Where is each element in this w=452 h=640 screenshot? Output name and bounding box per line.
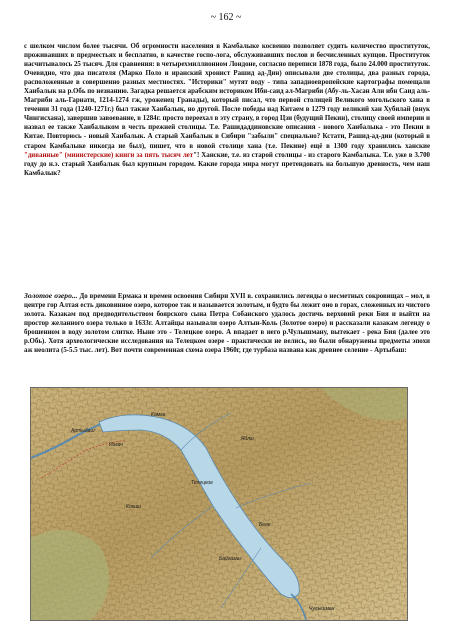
page-number: ~ 162 ~	[210, 12, 242, 23]
section-title: Золотое озеро...	[24, 291, 78, 300]
map-label-bele: Беле	[259, 522, 271, 528]
map-label-artybash: Артыбаш	[71, 428, 95, 434]
paragraph-text-continued: "! Ханские, т.е. из старой столицы - из старого Камбалыка. Т.е. уже в 3.700 году до н.э. старый Ханбалык был крупным городом. Какие города мира могут претендовать на большую древность, чем наш Камбалык?	[24, 151, 430, 177]
teletskoye-lake-map	[30, 387, 408, 621]
map-label-kamga: Камга	[151, 412, 166, 418]
map-label-kokshi: Кокши	[126, 504, 142, 510]
map-label-baygazan: Байгазан	[219, 556, 241, 562]
paragraph-kambalyk	[24, 42, 430, 178]
map-label-teletskoye: Телецкое	[191, 480, 213, 486]
map-label-chulyshman: Чулышман	[309, 606, 335, 612]
paragraph-golden-lake	[24, 291, 430, 355]
map-image	[31, 388, 407, 620]
paragraph-text: с шелком числом более тысячи. Об огромности населения в Камбалыке косвенно позволяет судить количество проституток, проживавших в предместьях и бесплатно, в качестве госпо-лога, обслуживавших послов и бесчисленных купцов. Проституток насчитывалось 25 тысяч. Для сравнения: в четырехмиллионном Лондоне, согласно переписи 1878 года, было 24.000 проституток. Очевидно, что два писателя (Марко Поло и иранский хронист Рашид ад-Дин) описывали две столицы, два разных города, расположенные в совершенно разных местностях. "Историки" мутят воду - типа западноевропейские картографы помещали Ханбалык на р.Обь по незнанию. Загадка решается арабским историком Ибн-саид ал-Магриби (Абу-ль-Хасан Али ибн Саид аль-Магриби аль-Гарнати, 1214-1274 гж, уроженец Гранады), который писал, что первой столицей Великого могольского хана в течении 31 года (1240-1271г.) был также Ханбалык, но другой. После победы над Китаем в 1279 году великий хан Хубилай (внук Чингисхана), завершив завоевание, в 1284г. просто переехал в эту страну, в город Цзи (будущий Пекин), столицу своей империи и назвал ее также Ханбалыком в честь прежней столицы. Т.е. Рашидаддиновские описания - нового Ханбалыка - это Пекин в Китае. Повторюсь - новый Ханбалык. А старый Ханбалык в Сибири "забыли" специально? Кстати, Рашид-ад-дин (который в старом Камбалыке никогда не был), пишет, что в новой столице хана (т.е. Пекине) ещё в 1300 году хранились ханские	[24, 43, 430, 150]
map-label-yaylyu: Яйлю	[241, 436, 254, 442]
map-label-iogach: Иогач	[109, 442, 123, 448]
paragraph-body: До времени Ермака и времен освоения Сибири XVII в. сохранились легенды о несметных сокровищах – мол, в центре гор Алтая есть диковинное озеро, которое так и называется золотым, и будто бы лежит оно в горах, сложенных из чистого золота. Казакам под предводительством боярского сына Петра Собанского удалось достичь верховий реки Бия и выйти на простор желанного озера только в 1633г. Алтайцы называли озеро Алтын-Коль (Золотое озеро) и рассказали казакам легенду о брошенном в воду золотом слитке. Ныне это - Телецкое озеро. А впадает в него р.Чулышману, вытекает - река Бия (далее это р.Обь). Хотя археологические исследования на Телецком озере - практически не велись, но были обнаружены предметы эпохи аж неолита (5-5.5 тыс. лет). Вот почти современная схема озера 1960г, где турбаза названа как древнее селение - Артыбаш:	[24, 293, 430, 355]
highlighted-quote: "диванные" (министерские) книги за пять тысяч лет	[24, 151, 194, 159]
